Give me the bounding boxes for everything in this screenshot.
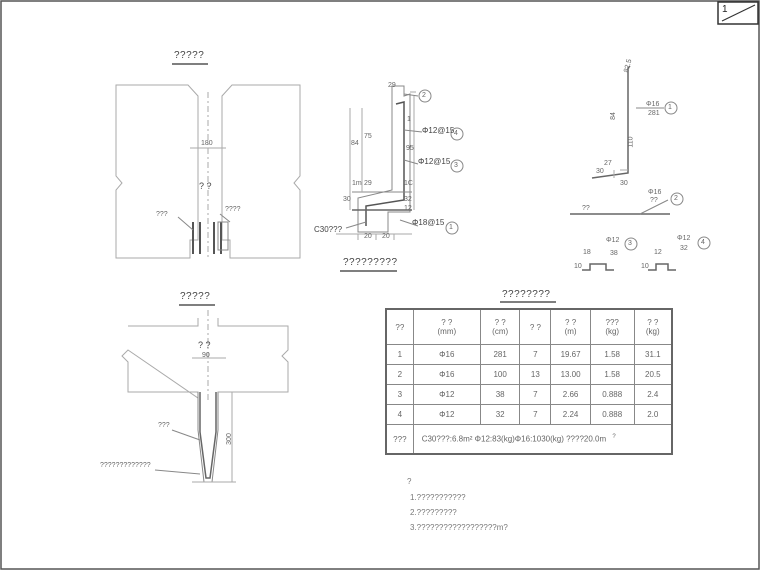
table-cell: Φ16 <box>413 345 480 365</box>
bar2-dim: ?? <box>650 197 658 204</box>
header-cell: ? ? (kg) <box>634 309 672 345</box>
bar1-dim-0: 82.5 <box>623 58 634 74</box>
section-dim-9: 1C <box>404 180 413 187</box>
rebar-schedule-table <box>385 308 673 455</box>
bar4-dim-0: 12 <box>654 249 662 256</box>
bar1-len: 281 <box>648 110 660 117</box>
plan-top-dim: 180 <box>201 140 213 147</box>
table-row <box>386 365 672 385</box>
table-cell: 7 <box>520 385 551 405</box>
bar1-dim-1: 84 <box>609 112 617 120</box>
bar4-dim-1: 32 <box>680 245 688 252</box>
plan-bottom-left-tag: ??? <box>158 422 170 429</box>
schedule-title: ???????? <box>502 289 551 300</box>
plan-bottom-dim-side: 300 <box>225 433 233 445</box>
plan-bottom-center-label: ? ? <box>198 340 211 350</box>
table-cell: 2.66 <box>551 385 590 405</box>
total-note: ? <box>612 434 616 441</box>
bar2-no: 2 <box>674 195 678 202</box>
table-cell: 2.0 <box>634 405 672 425</box>
table-cell: 0.888 <box>590 405 634 425</box>
bar1-spec: Φ16 <box>646 101 660 108</box>
plan-top-right-tag: ???? <box>225 206 241 213</box>
table-row <box>386 385 672 405</box>
header-cell: ? ? (m) <box>551 309 590 345</box>
plan-view-bottom <box>122 310 288 482</box>
section-dim-6: 29 <box>364 180 372 187</box>
sheet-border <box>1 1 759 569</box>
section-callout-3-no: 3 <box>454 162 458 169</box>
bar1-dim-5: 30 <box>620 180 628 187</box>
section-dim-1: 75 <box>364 133 372 140</box>
table-cell: 281 <box>480 345 519 365</box>
section-callout-4-no: 4 <box>454 130 458 137</box>
plan-top-left-tag: ??? <box>156 211 168 218</box>
plan-bottom-title: ????? <box>180 291 211 302</box>
bar4-dim-2: 10 <box>641 263 649 270</box>
table-cell: Φ12 <box>413 405 480 425</box>
bar1-dim-3: 27 <box>604 160 612 167</box>
bar3-dim-0: 18 <box>583 249 591 256</box>
plan-top-title: ????? <box>174 50 205 61</box>
section-callout-4-spec: Φ12@15 <box>422 126 455 135</box>
header-cell: ??? (kg) <box>590 309 634 345</box>
bar3-shape <box>582 264 614 270</box>
table-cell: 13.00 <box>551 365 590 385</box>
notes-line-3: 3.??????????????????m? <box>410 523 508 532</box>
header-cell: ?? <box>386 309 413 345</box>
total-cell <box>413 425 672 455</box>
table-cell: Φ16 <box>413 365 480 385</box>
table-cell: 100 <box>480 365 519 385</box>
bar4-spec: Φ12 <box>677 235 691 242</box>
section-concrete-tag: C30??? <box>314 225 343 234</box>
plan-bottom-bottom-tag: ????????????? <box>100 462 151 469</box>
table-header-row <box>386 309 672 345</box>
table-cell: 20.5 <box>634 365 672 385</box>
table-cell: 31.1 <box>634 345 672 365</box>
table-cell: 4 <box>386 405 413 425</box>
section-dim-12: 30 <box>343 196 351 203</box>
bar4-shape <box>648 264 676 270</box>
plan-bottom-dim-top: 90 <box>202 352 210 359</box>
bar1-dim-4: 30 <box>596 168 604 175</box>
section-dim-3: 1m <box>352 180 362 187</box>
total-text: C30???:6.8m² Φ12:83(kg)Φ16:1030(kg) ????20.0m <box>421 434 607 444</box>
table-cell: Φ12 <box>413 385 480 405</box>
table-cell: 7 <box>520 405 551 425</box>
bar2-spec: Φ16 <box>648 189 662 196</box>
table-cell: 38 <box>480 385 519 405</box>
notes-title: ? <box>407 477 412 486</box>
bar3-dim-2: 10 <box>574 263 582 270</box>
bar2-tag: ?? <box>582 205 590 212</box>
section-dim-7: 20 <box>364 233 372 240</box>
table-total-row <box>386 425 672 455</box>
section-title: ????????? <box>343 257 398 268</box>
section-dim-2: 1 <box>407 116 411 123</box>
table-cell: 7 <box>520 345 551 365</box>
table-cell: 2.24 <box>551 405 590 425</box>
table-row <box>386 345 672 365</box>
notes-line-1: 1.??????????? <box>410 493 466 502</box>
bar4-no: 4 <box>701 239 705 246</box>
table-cell: 0.888 <box>590 385 634 405</box>
bar3-dim-1: 38 <box>610 250 618 257</box>
section-dim-5: 84 <box>351 140 359 147</box>
header-cell: ? ? (cm) <box>480 309 519 345</box>
table-cell: 1.58 <box>590 345 634 365</box>
table-row <box>386 405 672 425</box>
table-cell: 1 <box>386 345 413 365</box>
section-callout-1-spec: Φ18@15 <box>412 218 445 227</box>
table-cell: 2 <box>386 365 413 385</box>
table-cell: 1.58 <box>590 365 634 385</box>
notes-line-2: 2.????????? <box>410 508 457 517</box>
table-cell: 13 <box>520 365 551 385</box>
plan-top-center-label: ? ? <box>199 181 212 191</box>
section-callout-1-no: 1 <box>449 224 453 231</box>
bar1-dim-2: 110 <box>627 136 635 148</box>
section-callout-3-spec: Φ12@15 <box>418 157 451 166</box>
section-dim-11: 12 <box>404 205 412 212</box>
header-cell: ? ? <box>520 309 551 345</box>
bar3-no: 3 <box>628 240 632 247</box>
section-dim-0: 29 <box>388 82 396 89</box>
section-dim-8: 20 <box>382 233 390 240</box>
title-block-mark: 1 <box>722 4 728 15</box>
table-cell: 2.4 <box>634 385 672 405</box>
table-cell: 3 <box>386 385 413 405</box>
table-cell: 32 <box>480 405 519 425</box>
total-label: ??? <box>386 425 413 455</box>
section-dim-4: 95 <box>406 145 414 152</box>
header-cell: ? ? (mm) <box>413 309 480 345</box>
bar3-spec: Φ12 <box>606 237 620 244</box>
section-dim-10: 32 <box>404 196 412 203</box>
section-callout-2-no: 2 <box>422 92 426 99</box>
plan-view-top <box>116 85 300 258</box>
table-cell: 19.67 <box>551 345 590 365</box>
bar1-no: 1 <box>668 104 672 111</box>
